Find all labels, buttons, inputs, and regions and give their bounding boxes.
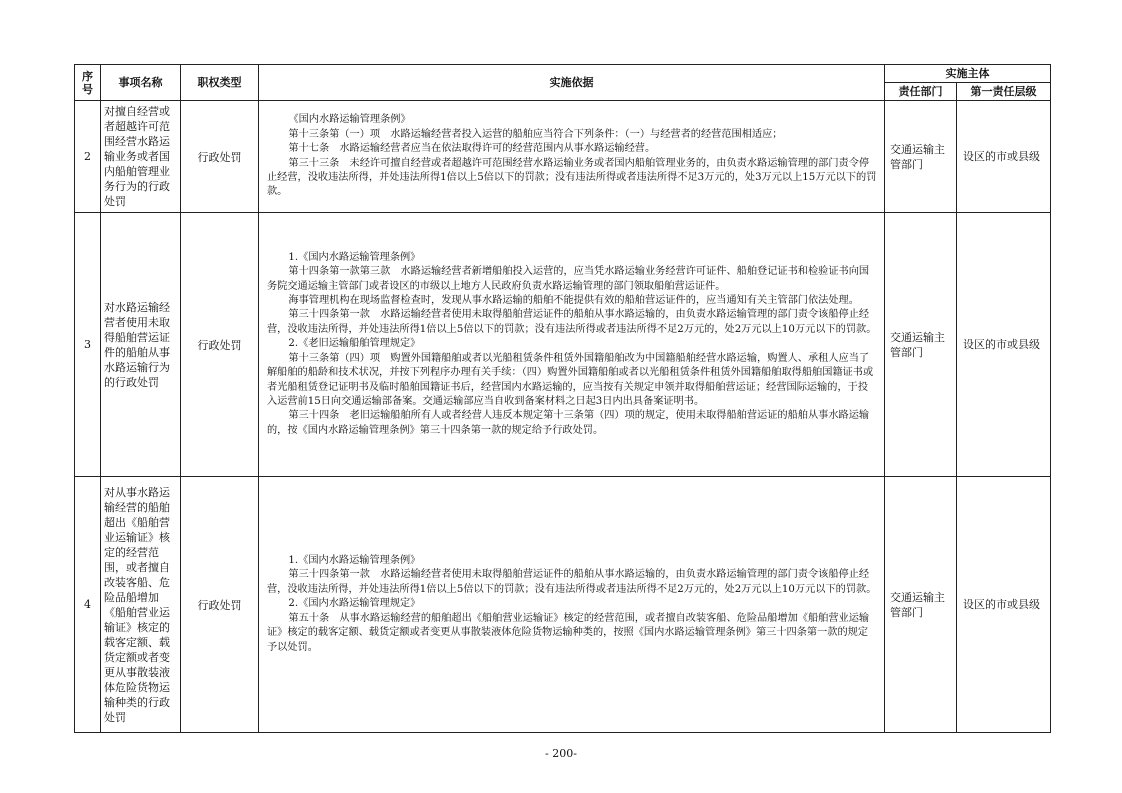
basis-paragraph: 第三十四条 老旧运输船舶所有人或者经营人违反本规定第十三条第（四）项的规定，使用未取得船舶营运证的船舶从事水路运输的，按《国内水路运输管理条例》第三十四条第一款的规定给予行政处罚。 <box>267 410 870 436</box>
header-item-name: 事项名称 <box>101 65 181 101</box>
basis-paragraph: 《国内水路运输管理条例》 <box>288 114 411 126</box>
row-dept: 交通运输主管部门 <box>885 477 957 733</box>
basis-paragraph: 第三十四条第一款 水路运输经营者使用未取得船舶营运证件的船舶从事水路运输的，由负责水路运输管理的部门责令该船停止经营，没收违法所得，并处违法所得1倍以上5倍以下的罚款；没有违法所得或者违法所得不足2万元的，处2万元以上10万元以下的罚款。 <box>267 569 877 595</box>
row-basis <box>259 477 885 733</box>
basis-paragraph: 第三十三条 未经许可擅自经营或者超越许可范围经营水路运输业务或者国内船舶管理业务的，由负责水路运输管理的部门责令停止经营，没收违法所得，并处违法所得1倍以上5倍以下的罚款；没有违法所得或者违法所得不足3万元的，处3万元以上15万元以下的罚款。 <box>267 157 877 198</box>
table-header <box>75 65 1051 101</box>
row-level: 设区的市或县级 <box>957 477 1051 733</box>
basis-paragraph: 第五十条 从事水路运输经营的船舶超出《船舶营业运输证》核定的经营范围，或者擅自改装客船、危险品船增加《船舶营业运输证》核定的载客定额、载货定额或者变更从事散装液体危险货物运输种类的，按照《国内水路运输管理条例》第三十四条第一款的规定予以处罚。 <box>267 612 870 653</box>
row-dept: 交通运输主管部门 <box>885 101 957 213</box>
row-seq: 4 <box>75 477 101 733</box>
enforcement-items-table <box>74 64 1051 733</box>
row-item-name: 对水路运输经营者使用未取得船舶营运证件的船舶从事水路运输行为的行政处罚 <box>101 213 181 477</box>
basis-paragraph: 第十七条 水路运输经营者应当在依法取得许可的经营范围内从事水路运输经营。 <box>288 143 656 155</box>
header-dept: 责任部门 <box>885 83 957 101</box>
table-body <box>75 101 1051 733</box>
basis-paragraph: 2.《国内水路运输管理规定》 <box>288 598 421 610</box>
basis-paragraph: 第十三条第（一）项 水路运输经营者投入运营的船舶应当符合下列条件：（一）与经营者的经营范围相适应； <box>288 128 783 140</box>
row-level: 设区的市或县级 <box>957 213 1051 477</box>
basis-paragraph: 第十四条第一款第三款 水路运输经营者新增船舶投入运营的，应当凭水路运输业务经营许可证件、船舶登记证书和检验证书向国务院交通运输主管部门或者设区的市级以上地方人民政府负责水路运输管理的部门领取船舶营运证件。 <box>267 266 870 292</box>
basis-paragraph: 海事管理机构在现场监督检查时，发现从事水路运输的船舶不能提供有效的船舶营运证件的，应当通知有关主管部门依法处理。 <box>288 295 859 307</box>
row-level: 设区的市或县级 <box>957 101 1051 213</box>
row-power-type: 行政处罚 <box>181 101 259 213</box>
header-level: 第一责任层级 <box>957 83 1051 101</box>
row-seq: 3 <box>75 213 101 477</box>
header-seq: 序号 <box>75 65 101 101</box>
header-basis: 实施依据 <box>259 65 885 101</box>
basis-paragraph: 第十三条第（四）项 购置外国籍船舶或者以光船租赁条件租赁外国籍船舶改为中国籍船舶经营水路运输，购置人、承租人应当了解船舶的船龄和技术状况，并按下列程序办理有关手续：（四）购置外国籍船舶或者以光船租赁条件租赁外国籍船舶取得船舶国籍证书或者光船租赁登记证明书及临时船舶国籍证书后，经营国内水路运输的，应当按有关规定申领并取得船舶营运证；经营国际运输的，于投入运营前15日向交通运输部备案。交通运输部应当自收到备案材料之日起3日内出具备案证明书。 <box>267 352 874 407</box>
row-power-type: 行政处罚 <box>181 213 259 477</box>
row-item-name: 对擅自经营或者超越许可范围经营水路运输业务或者国内船舶管理业务行为的行政处罚 <box>101 101 181 213</box>
basis-paragraph: 1.《国内水路运输管理条例》 <box>288 251 421 263</box>
basis-paragraph: 1.《国内水路运输管理条例》 <box>288 555 421 567</box>
row-basis <box>259 101 885 213</box>
table-row <box>75 477 1051 733</box>
row-dept: 交通运输主管部门 <box>885 213 957 477</box>
page-number: - 200- <box>545 747 577 760</box>
row-basis <box>259 213 885 477</box>
basis-paragraph: 2.《老旧运输船舶管理规定》 <box>288 338 421 350</box>
table-row <box>75 101 1051 213</box>
header-power-type: 职权类型 <box>181 65 259 101</box>
basis-paragraph: 第三十四条第一款 水路运输经营者使用未取得船舶营运证件的船舶从事水路运输的，由负责水路运输管理的部门责令该船停止经营，没收违法所得，并处违法所得1倍以上5倍以下的罚款；没有违法所得或者违法所得不足2万元的，处2万元以上10万元以下的罚款。 <box>267 309 877 335</box>
table-row <box>75 213 1051 477</box>
header-subject: 实施主体 <box>885 65 1051 83</box>
row-item-name: 对从事水路运输经营的船舶超出《船舶营业运输证》核定的经营范围，或者擅自改装客船、危险品船增加《船舶营业运输证》核定的载客定额、载货定额或者变更从事散装液体危险货物运输种类的行政处罚 <box>101 477 181 733</box>
row-power-type: 行政处罚 <box>181 477 259 733</box>
row-seq: 2 <box>75 101 101 213</box>
